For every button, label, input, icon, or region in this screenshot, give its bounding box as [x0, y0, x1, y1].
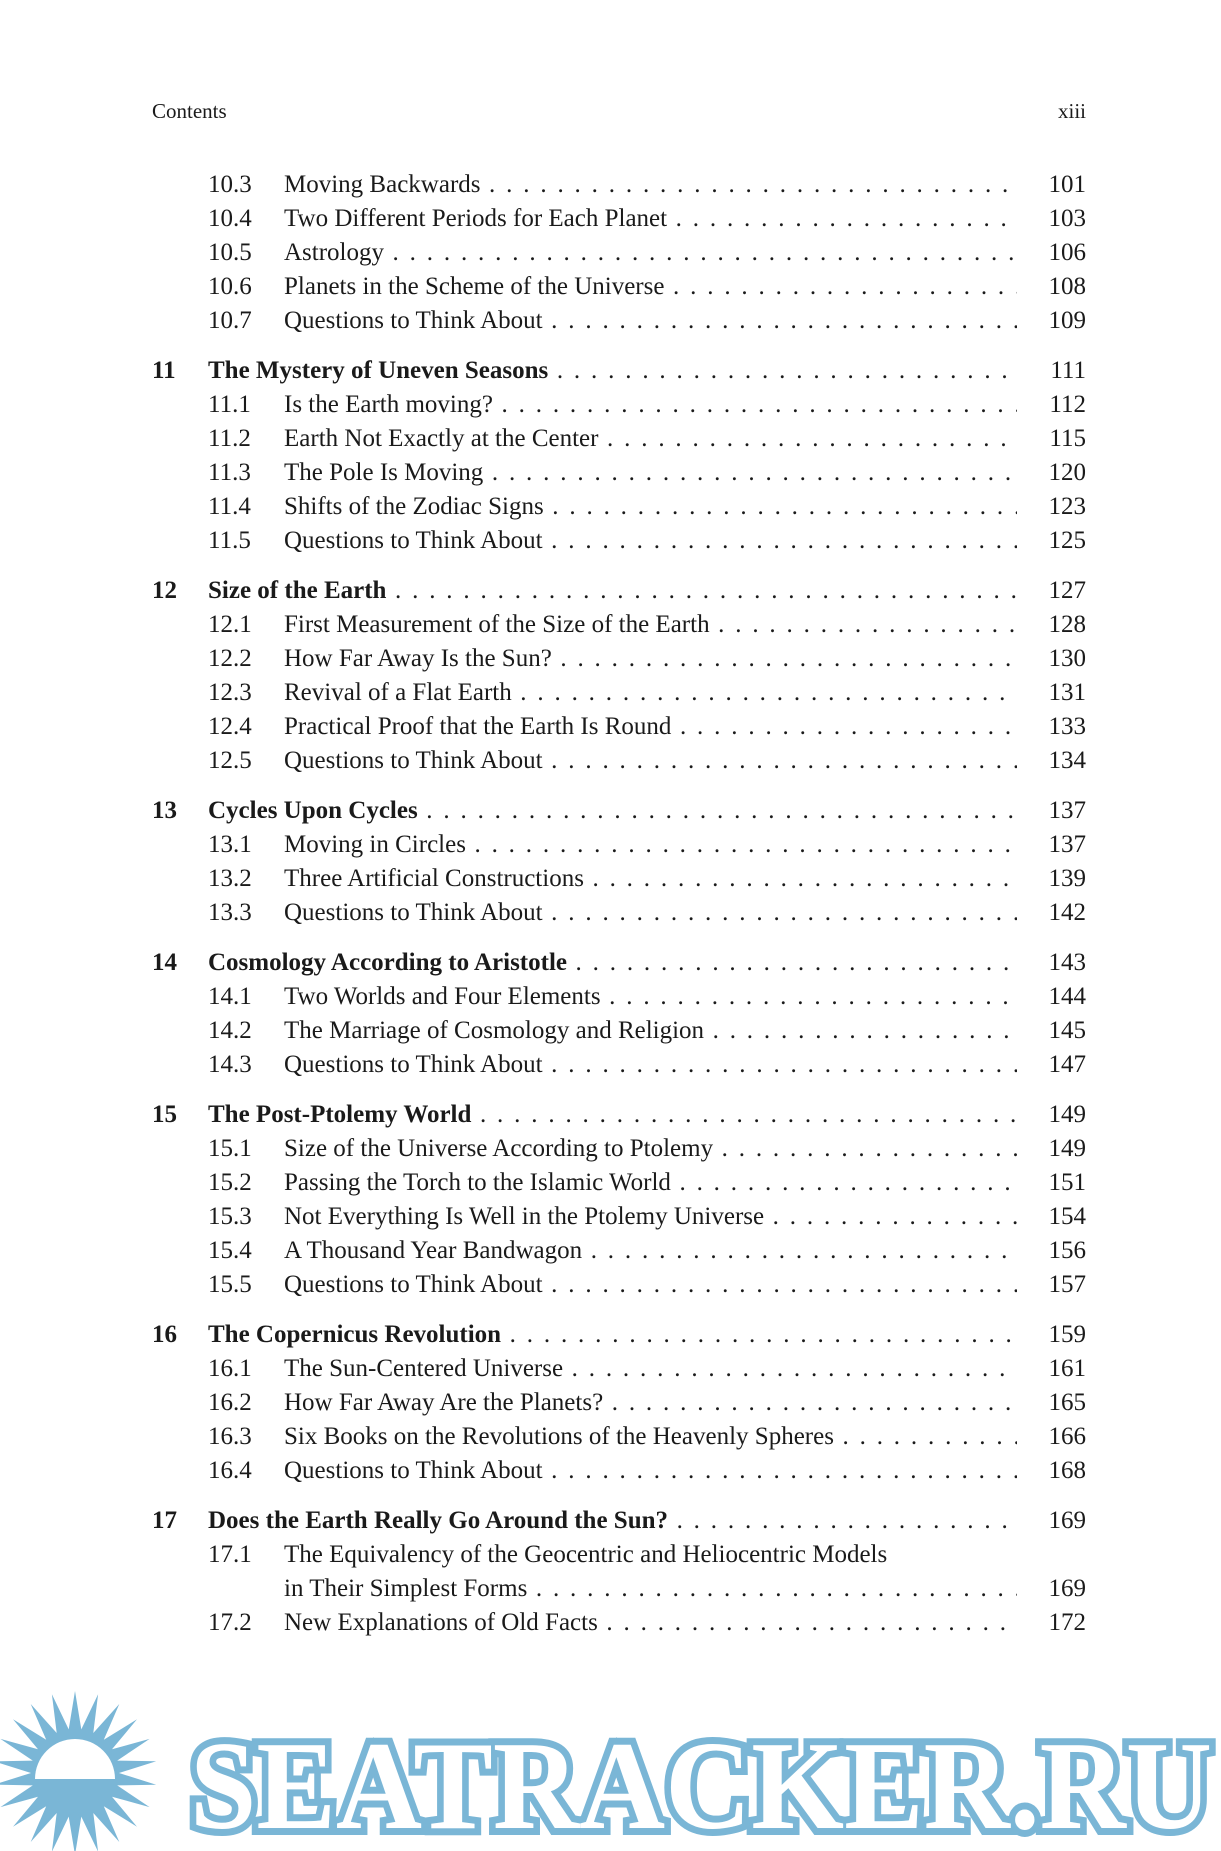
- toc-entry-title-leader: [284, 676, 1017, 710]
- toc-entry-title: Practical Proof that the Earth Is Round . . .: [284, 713, 1017, 740]
- section-number: 12.3: [208, 679, 252, 706]
- toc-page-number: 101: [1048, 171, 1086, 198]
- toc-section-entry[interactable]: [152, 1420, 1086, 1454]
- toc-entry-title-leader: [284, 490, 1017, 524]
- toc-entry-title: Questions to Think About . . .: [284, 1051, 1017, 1078]
- toc-chapter-entry[interactable]: [152, 794, 1086, 828]
- toc-page-number: 111: [1050, 357, 1086, 384]
- chapter-number: 16: [152, 1321, 177, 1348]
- toc-page-number: 159: [1048, 1321, 1086, 1348]
- toc-page-number: 149: [1048, 1101, 1086, 1128]
- toc-entry-title-leader: [284, 1386, 1017, 1420]
- toc-chapter-block: [152, 1098, 1086, 1302]
- toc-page-number: 134: [1048, 747, 1086, 774]
- toc-page-number: 139: [1048, 865, 1086, 892]
- toc-page-number: 115: [1049, 425, 1086, 452]
- toc-entry-title-leader: [284, 1234, 1017, 1268]
- toc-page-number: 123: [1048, 493, 1086, 520]
- toc-entry-title: Questions to Think About . . .: [284, 899, 1017, 926]
- toc-entry-title-leader: [208, 946, 1017, 980]
- toc-section-entry[interactable]: [152, 524, 1086, 558]
- toc-page-number: 154: [1048, 1203, 1086, 1230]
- toc-section-entry[interactable]: [152, 490, 1086, 524]
- toc-section-entry[interactable]: [152, 422, 1086, 456]
- toc-page-number: 127: [1048, 577, 1086, 604]
- toc-entry-title: in Their Simplest Forms . . .: [284, 1575, 1017, 1602]
- toc-entry-title-leader: [284, 1014, 1017, 1048]
- toc-entry-title: Questions to Think About . . .: [284, 527, 1017, 554]
- toc-entry-title-leader: [284, 744, 1017, 778]
- section-number: 12.1: [208, 611, 252, 638]
- toc-section-entry[interactable]: [152, 456, 1086, 490]
- sunburst-icon: [0, 1691, 156, 1851]
- toc-section-entry[interactable]: [152, 304, 1086, 338]
- page-number-roman: xiii: [1057, 99, 1086, 123]
- chapter-number: 11: [152, 357, 176, 384]
- toc-entry-title-leader: [284, 1454, 1017, 1488]
- toc-entry-title: Moving Backwards . . .: [284, 171, 1017, 198]
- section-number: 10.4: [208, 205, 252, 232]
- toc-entry-title-leader: [284, 828, 1017, 862]
- toc-entry-title: Three Artificial Constructions . . .: [284, 865, 1017, 892]
- toc-entry-title: How Far Away Is the Sun? . . .: [284, 645, 1017, 672]
- toc-page-number: 106: [1048, 239, 1086, 266]
- toc-entry-title-leader: [208, 1318, 1017, 1352]
- toc-section-entry[interactable]: [152, 1048, 1086, 1082]
- toc-page-number: 103: [1048, 205, 1086, 232]
- section-number: 11.3: [208, 459, 251, 486]
- toc-section-entry[interactable]: [152, 828, 1086, 862]
- section-number: 17.2: [208, 1609, 252, 1636]
- toc-entry-title-leader: [284, 1048, 1017, 1082]
- section-number: 13.1: [208, 831, 252, 858]
- toc-entry-title-leader: [284, 456, 1017, 490]
- toc-chapter-block: [152, 1504, 1086, 1640]
- toc-entry-title: Cosmology According to Aristotle . . .: [208, 949, 1017, 976]
- chapter-number: 17: [152, 1507, 177, 1534]
- toc-entry-title: Cycles Upon Cycles . . .: [208, 797, 1017, 824]
- section-number: 16.2: [208, 1389, 252, 1416]
- section-number: 10.3: [208, 171, 252, 198]
- section-number: 15.2: [208, 1169, 252, 1196]
- toc-chapter-block: [152, 168, 1086, 338]
- chapter-number: 14: [152, 949, 177, 976]
- toc-entry-title-leader: [284, 168, 1017, 202]
- toc-page-number: 165: [1048, 1389, 1086, 1416]
- toc-chapter-block: [152, 1318, 1086, 1488]
- toc-page-number: 125: [1048, 527, 1086, 554]
- toc-entry-title: Does the Earth Really Go Around the Sun? . . .: [208, 1507, 1017, 1534]
- toc-entry-title-leader: [284, 1200, 1017, 1234]
- section-number: 16.4: [208, 1457, 252, 1484]
- toc-entry-title-leader: [284, 1572, 1017, 1606]
- toc-page-number: 169: [1048, 1575, 1086, 1602]
- section-number: 13.2: [208, 865, 252, 892]
- toc-entry-title: Two Different Periods for Each Planet . . .: [284, 205, 1017, 232]
- toc-entry-title: The Marriage of Cosmology and Religion . . .: [284, 1017, 1017, 1044]
- toc-section-entry[interactable]: [152, 744, 1086, 778]
- toc-section-entry[interactable]: [152, 236, 1086, 270]
- table-of-contents: [152, 168, 1086, 1656]
- toc-entry-title-leader: [284, 524, 1017, 558]
- toc-section-entry[interactable]: [152, 1132, 1086, 1166]
- toc-page-number: 147: [1048, 1051, 1086, 1078]
- section-number: 16.1: [208, 1355, 252, 1382]
- section-number: 15.1: [208, 1135, 252, 1162]
- section-number: 14.3: [208, 1051, 252, 1078]
- toc-entry-title: The Pole Is Moving . . .: [284, 459, 1017, 486]
- toc-entry-title-leader: [284, 1352, 1017, 1386]
- toc-entry-title: Two Worlds and Four Elements . . .: [284, 983, 1017, 1010]
- toc-section-entry[interactable]: [152, 1454, 1086, 1488]
- toc-section-entry[interactable]: [152, 1234, 1086, 1268]
- toc-page-number: 108: [1048, 273, 1086, 300]
- section-number: 11.5: [208, 527, 251, 554]
- section-number: 10.5: [208, 239, 252, 266]
- toc-entry-title: Size of the Earth . . .: [208, 577, 1017, 604]
- toc-section-entry[interactable]: [152, 388, 1086, 422]
- toc-entry-title-leader: [284, 1166, 1017, 1200]
- section-number: 16.3: [208, 1423, 252, 1450]
- toc-section-entry[interactable]: [152, 862, 1086, 896]
- section-number: 10.7: [208, 307, 252, 334]
- toc-entry-title-leader: [208, 354, 1017, 388]
- toc-chapter-entry[interactable]: [152, 574, 1086, 608]
- toc-section-entry[interactable]: [152, 1166, 1086, 1200]
- toc-entry-title: The Sun-Centered Universe . . .: [284, 1355, 1017, 1382]
- toc-chapter-entry[interactable]: [152, 1098, 1086, 1132]
- toc-entry-title: The Post-Ptolemy World . . .: [208, 1101, 1017, 1128]
- toc-page-number: 142: [1048, 899, 1086, 926]
- toc-entry-title: Shifts of the Zodiac Signs . . .: [284, 493, 1017, 520]
- toc-entry-title: Passing the Torch to the Islamic World . . .: [284, 1169, 1017, 1196]
- toc-section-entry[interactable]: [152, 1386, 1086, 1420]
- toc-entry-title: How Far Away Are the Planets? . . .: [284, 1389, 1017, 1416]
- toc-entry-title-leader: [284, 642, 1017, 676]
- toc-page-number: 161: [1048, 1355, 1086, 1382]
- toc-section-entry[interactable]: [152, 1538, 1086, 1572]
- toc-chapter-block: [152, 354, 1086, 558]
- chapter-number: 15: [152, 1101, 177, 1128]
- section-number: 15.4: [208, 1237, 252, 1264]
- toc-entry-title: Earth Not Exactly at the Center . . .: [284, 425, 1017, 452]
- toc-page-number: 157: [1048, 1271, 1086, 1298]
- watermark-logo: [0, 1690, 1221, 1851]
- section-number: 14.2: [208, 1017, 252, 1044]
- toc-section-entry[interactable]: [152, 642, 1086, 676]
- watermark-text: SEATRACKER.RU: [190, 1717, 1212, 1851]
- toc-entry-title: Revival of a Flat Earth . . .: [284, 679, 1017, 706]
- toc-entry-title-leader: [208, 1504, 1017, 1538]
- section-number: 15.5: [208, 1271, 252, 1298]
- toc-section-entry[interactable]: [152, 608, 1086, 642]
- toc-entry-title: Size of the Universe According to Ptolemy . . .: [284, 1135, 1017, 1162]
- toc-page-number: 172: [1048, 1609, 1086, 1636]
- section-number: 14.1: [208, 983, 252, 1010]
- toc-chapter-entry[interactable]: [152, 1504, 1086, 1538]
- toc-entry-title: The Equivalency of the Geocentric and Heliocentric Models: [284, 1541, 892, 1568]
- section-number: 12.4: [208, 713, 252, 740]
- toc-section-entry[interactable]: [152, 202, 1086, 236]
- toc-page-number: 130: [1048, 645, 1086, 672]
- toc-chapter-block: [152, 946, 1086, 1082]
- toc-entry-title-leader: [284, 388, 1017, 422]
- toc-entry-title: New Explanations of Old Facts . . .: [284, 1609, 1017, 1636]
- toc-chapter-entry[interactable]: [152, 1318, 1086, 1352]
- toc-page-number: 137: [1048, 831, 1086, 858]
- toc-entry-title-leader: [284, 304, 1017, 338]
- running-header-title: Contents: [152, 99, 227, 123]
- toc-chapter-entry[interactable]: [152, 354, 1086, 388]
- toc-entry-title-leader: [284, 980, 1017, 1014]
- toc-section-entry[interactable]: [152, 896, 1086, 930]
- toc-entry-title: Moving in Circles . . .: [284, 831, 1017, 858]
- toc-entry-title: A Thousand Year Bandwagon . . .: [284, 1237, 1017, 1264]
- toc-entry-title: Six Books on the Revolutions of the Heavenly Spheres . . .: [284, 1423, 1017, 1450]
- toc-entry-title: Not Everything Is Well in the Ptolemy Universe . . .: [284, 1203, 1017, 1230]
- toc-entry-title-leader: [284, 270, 1017, 304]
- toc-section-entry[interactable]: [152, 1352, 1086, 1386]
- section-number: 15.3: [208, 1203, 252, 1230]
- toc-entry-title-leader: [284, 608, 1017, 642]
- toc-page-number: 151: [1048, 1169, 1086, 1196]
- toc-entry-title-leader: [284, 1420, 1017, 1454]
- toc-page-number: 133: [1048, 713, 1086, 740]
- toc-entry-title-leader: [208, 794, 1017, 828]
- toc-page-number: 144: [1048, 983, 1086, 1010]
- toc-chapter-entry[interactable]: [152, 946, 1086, 980]
- toc-section-entry[interactable]: [152, 980, 1086, 1014]
- toc-entry-title: Astrology . . .: [284, 239, 1017, 266]
- toc-section-entry[interactable]: [152, 710, 1086, 744]
- toc-page-number: 168: [1048, 1457, 1086, 1484]
- toc-entry-title-leader: [284, 202, 1017, 236]
- section-number: 11.2: [208, 425, 251, 452]
- toc-page-number: 131: [1048, 679, 1086, 706]
- toc-section-entry[interactable]: [152, 1268, 1086, 1302]
- toc-entry-title-leader: [284, 862, 1017, 896]
- toc-section-entry[interactable]: [152, 676, 1086, 710]
- toc-entry-title-leader: [208, 574, 1017, 608]
- toc-entry-title: The Mystery of Uneven Seasons . . .: [208, 357, 1017, 384]
- toc-page-number: 156: [1048, 1237, 1086, 1264]
- toc-section-entry[interactable]: [152, 1014, 1086, 1048]
- toc-page-number: 169: [1048, 1507, 1086, 1534]
- toc-entry-title-leader: [284, 422, 1017, 456]
- toc-section-entry[interactable]: [152, 168, 1086, 202]
- toc-page-number: 128: [1048, 611, 1086, 638]
- toc-entry-title: Questions to Think About . . .: [284, 1457, 1017, 1484]
- section-number: 12.2: [208, 645, 252, 672]
- toc-page-number: 137: [1048, 797, 1086, 824]
- section-number: 13.3: [208, 899, 252, 926]
- section-number: 11.1: [208, 391, 251, 418]
- toc-entry-title: First Measurement of the Size of the Earth . . .: [284, 611, 1017, 638]
- toc-entry-title: The Copernicus Revolution . . .: [208, 1321, 1017, 1348]
- section-number: 17.1: [208, 1541, 252, 1568]
- toc-page-number: 120: [1048, 459, 1086, 486]
- running-header: [152, 98, 1086, 124]
- toc-entry-title: Is the Earth moving? . . .: [284, 391, 1017, 418]
- toc-entry-title-leader: [284, 1132, 1017, 1166]
- toc-entry-title: Questions to Think About . . .: [284, 1271, 1017, 1298]
- toc-entry-title: Planets in the Scheme of the Universe . . .: [284, 273, 1017, 300]
- toc-page-number: 149: [1048, 1135, 1086, 1162]
- toc-entry-title-leader: [284, 236, 1017, 270]
- section-number: 11.4: [208, 493, 251, 520]
- toc-section-entry[interactable]: [152, 1200, 1086, 1234]
- toc-entry-title-leader: [284, 896, 1017, 930]
- toc-section-entry[interactable]: [152, 1606, 1086, 1640]
- toc-section-entry[interactable]: [152, 270, 1086, 304]
- toc-entry-title-leader: [284, 710, 1017, 744]
- toc-chapter-block: [152, 574, 1086, 778]
- toc-entry-title-leader: [208, 1098, 1017, 1132]
- toc-page-number: 143: [1048, 949, 1086, 976]
- toc-page-number: 112: [1049, 391, 1086, 418]
- section-number: 12.5: [208, 747, 252, 774]
- toc-section-entry[interactable]: [152, 1572, 1086, 1606]
- toc-entry-title-leader: [284, 1268, 1017, 1302]
- toc-chapter-block: [152, 794, 1086, 930]
- toc-page-number: 145: [1048, 1017, 1086, 1044]
- toc-page-number: 166: [1048, 1423, 1086, 1450]
- chapter-number: 12: [152, 577, 177, 604]
- toc-entry-title: Questions to Think About . . .: [284, 747, 1017, 774]
- toc-page-number: 109: [1048, 307, 1086, 334]
- toc-entry-title: Questions to Think About . . .: [284, 307, 1017, 334]
- toc-entry-title-leader: [284, 1606, 1017, 1640]
- section-number: 10.6: [208, 273, 252, 300]
- toc-entry-title-leader: [284, 1538, 1017, 1572]
- chapter-number: 13: [152, 797, 177, 824]
